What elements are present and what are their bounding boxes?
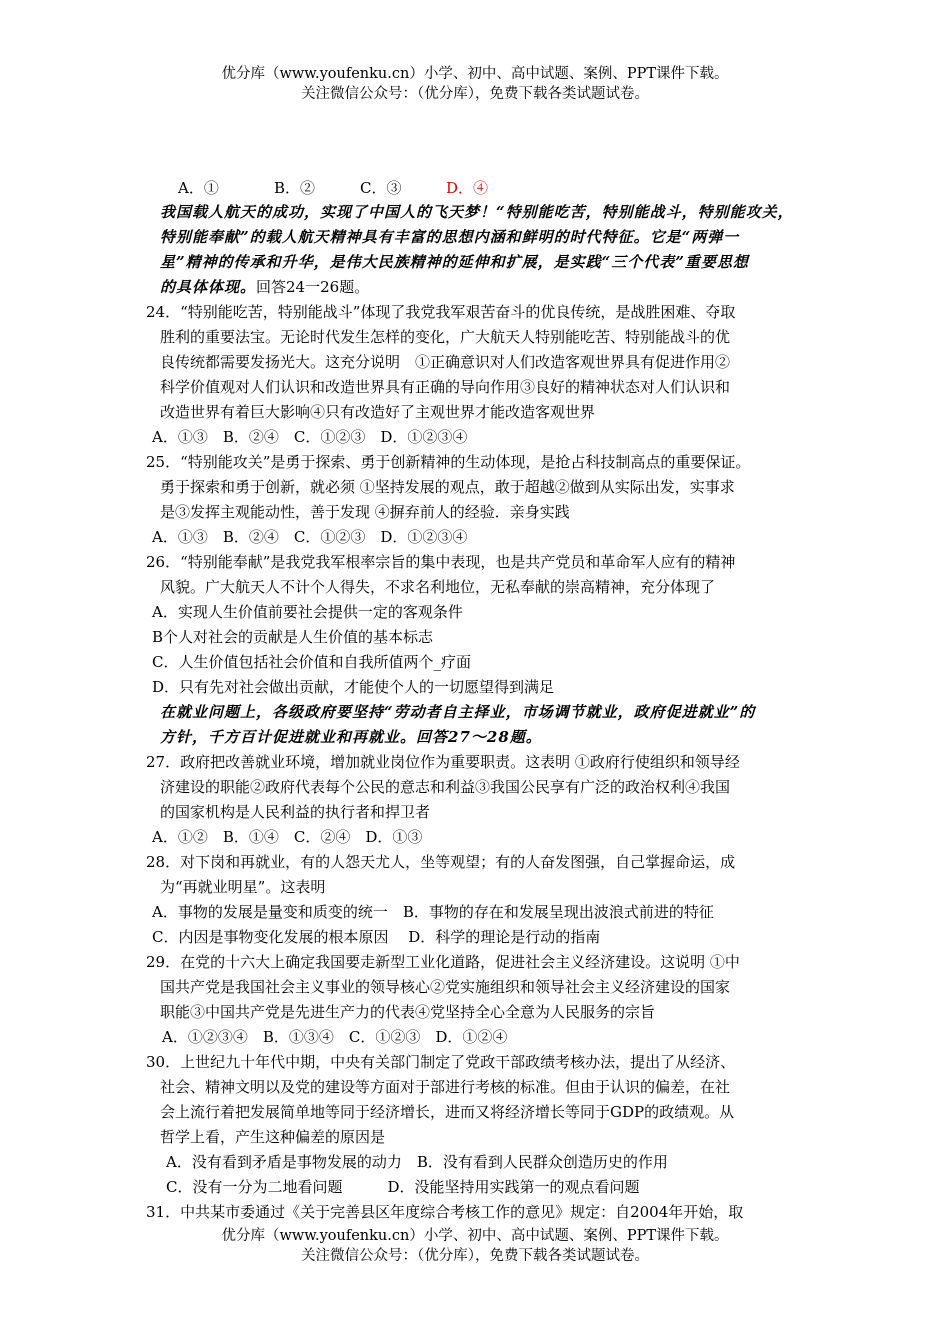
- q30-stem-line-4: 哲学上看，产生这种偏差的原因是: [160, 1128, 386, 1146]
- q23-option-d-answer: D．④: [446, 179, 489, 197]
- q27-stem-line-2: 济建设的职能②政府代表每个公民的意志和利益③我国公民享有广泛的政治权利④我国: [160, 778, 731, 796]
- q26-option-d: D．只有先对社会做出贡献，才能使个人的一切愿望得到满足: [152, 678, 555, 696]
- passage2-line-2: 方针，千方百计促进就业和再就业。回答27～28题。: [160, 728, 542, 746]
- q29-stem-line-1: 29．在党的十六大上确定我国要走新型工业化道路，促进社会主义经济建设。这说明 ①中: [146, 953, 740, 971]
- header-line-2: 关注微信公众号：（优分库），免费下载各类试题试卷。: [301, 86, 649, 102]
- passage1-line-4: [160, 275, 369, 300]
- q28-options-row-1: A．事物的发展是量变和质变的统一 B．事物的存在和发展呈现出波浪式前进的特征: [152, 903, 714, 921]
- q28-stem-line-1: 28．对下岗和再就业，有的人怨天尤人，坐等观望；有的人奋发图强，自己掌握命运，成: [146, 853, 736, 871]
- passage1-line-3: 星”精神的传承和升华，是伟大民族精神的延伸和扩展，是实践“三个代表”重要思想: [160, 253, 749, 271]
- q26-option-c: C．人生价值包括社会价值和自我所值两个_疗面: [152, 653, 471, 671]
- q24-stem-line-2: 胜利的重要法宝。无论时代发生怎样的变化，广大航天人特别能吃苦、特别能战斗的优: [160, 328, 731, 346]
- footer-line-1: 优分库（www.youfenku.cn）小学、初中、高中试题、案例、PPT课件下载。: [221, 1228, 729, 1244]
- q25-stem-line-1: 25．“特别能攻关”是勇于探索、勇于创新精神的生动体现，是抢占科技制高点的重要保证。: [146, 453, 751, 471]
- header-line-1: 优分库（www.youfenku.cn）小学、初中、高中试题、案例、PPT课件下载。: [221, 66, 729, 82]
- q23-option-a: A．①: [178, 179, 219, 197]
- footer-line-2: 关注微信公众号：（优分库），免费下载各类试题试卷。: [301, 1248, 649, 1264]
- q24-options: A．①③ B．②④ C．①②③ D．①②③④: [152, 428, 468, 446]
- q26-option-a: A．实现人生价值前要社会提供一定的客观条件: [152, 603, 463, 621]
- q28-options-row-2: C．内因是事物变化发展的根本原因 D．科学的理论是行动的指南: [152, 928, 601, 946]
- q25-stem-line-2: 勇于探索和勇于创新，就必须 ①坚持发展的观点，敢于超越②做到从实际出发，实事求: [160, 478, 735, 496]
- passage1-line-1: 我国载人航天的成功，实现了中国人的飞天梦！“特别能吃苦，特别能战斗，特别能攻关，: [160, 203, 794, 221]
- passage1-line-2: 特别能奉献”的载人航天精神具有丰富的思想内涵和鲜明的时代特征。它是“两弹一: [160, 228, 740, 246]
- q30-options-row-2: C．没有一分为二地看问题 D．没能坚持用实践第一的观点看问题: [166, 1178, 640, 1196]
- q26-option-b: B个人对社会的贡献是人生价值的基本标志: [152, 628, 434, 646]
- q30-options-row-1: A．没有看到矛盾是事物发展的动力 B．没有看到人民群众创造历史的作用: [166, 1153, 668, 1171]
- q26-stem-line-2: 风貌。广大航天人不计个人得失，不求名利地位，无私奉献的崇高精神，充分体现了: [160, 578, 716, 596]
- q25-options: A．①③ B．②④ C．①②③ D．①②③④: [152, 528, 468, 546]
- q29-options: A．①②③④ B．①③④ C．①②③ D．①②④: [162, 1028, 508, 1046]
- passage1-line-4-instruction: 回答24一26题。: [256, 278, 370, 296]
- q28-stem-line-2: 为“再就业明星”。这表明: [160, 878, 326, 896]
- q26-stem-line-1: 26．“特别能奉献”是我党我军根率宗旨的集中表现，也是共产党员和革命军人应有的精神: [146, 553, 736, 571]
- q23-option-c: C．③: [360, 179, 402, 197]
- q30-stem-line-2: 社会、精神文明以及党的建设等方面对于部进行考核的标准。但由于认识的偏差，在社: [160, 1078, 731, 1096]
- q24-stem-line-3: 良传统都需要发扬光大。这充分说明 ①正确意识对人们改造客观世界具有促进作用②: [160, 353, 731, 371]
- q23-options: [178, 176, 488, 201]
- page-footer: [0, 1226, 950, 1266]
- q31-stem-line-1: 31．中共某市委通过《关于完善县区年度综合考核工作的意见》规定：自2004年开始，取: [146, 1203, 744, 1221]
- q27-options: A．①② B．①④ C．②④ D．①③: [152, 828, 423, 846]
- q29-stem-line-3: 职能③中国共产党是先进生产力的代表④党坚持全心全意为人民服务的宗旨: [160, 1003, 656, 1021]
- q27-stem-line-3: 的国家机构是人民利益的执行者和捍卫者: [160, 803, 431, 821]
- q24-stem-line-4: 科学价值观对人们认识和改造世界具有正确的导向作用③良好的精神状态对人们认识和: [160, 378, 731, 396]
- q30-stem-line-3: 会上流行着把发展简单地等同于经济增长，进而又将经济增长等同于GDP的政绩观。从: [160, 1103, 735, 1121]
- page-header: [0, 64, 950, 104]
- q30-stem-line-1: 30．上世纪九十年代中期，中央有关部门制定了党政干部政绩考核办法，提出了从经济、: [146, 1053, 736, 1071]
- passage2-line-1: 在就业问题上，各级政府要坚持“劳动者自主择业，市场调节就业，政府促进就业”的: [160, 703, 756, 721]
- q23-option-b: B．②: [274, 179, 316, 197]
- q24-stem-line-5: 改造世界有着巨大影响④只有改造好了主观世界才能改造客观世界: [160, 403, 596, 421]
- q29-stem-line-2: 国共产党是我国社会主义事业的领导核心②党实施组织和领导社会主义经济建设的国家: [160, 978, 731, 996]
- q24-stem-line-1: 24．“特别能吃苦，特别能战斗”体现了我党我军艰苦奋斗的优良传统，是战胜困难、夺取: [146, 303, 736, 321]
- q27-stem-line-1: 27．政府把改善就业环境，增加就业岗位作为重要职责。这表明 ①政府行使组织和领导经: [146, 753, 740, 771]
- passage1-line-4-emphasis: 的具体体现。: [160, 278, 257, 296]
- q25-stem-line-3: 是③发挥主观能动性，善于发现 ④摒弃前人的经验．亲身实践: [160, 503, 570, 521]
